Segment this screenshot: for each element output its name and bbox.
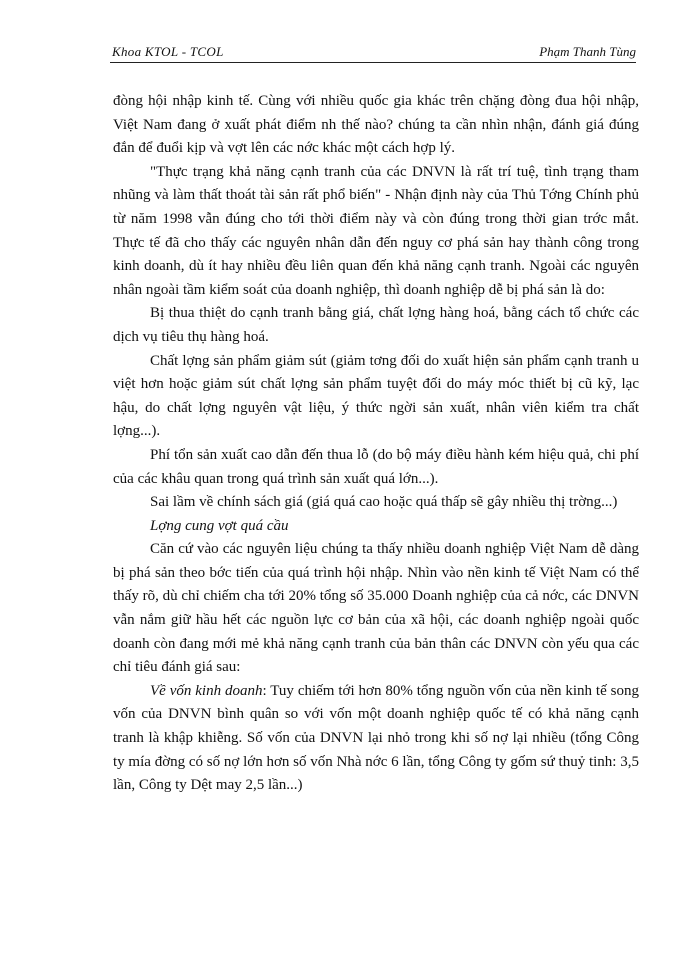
paragraph-capital xyxy=(113,680,639,798)
paragraph-1: đòng hội nhập kinh tế. Cùng với nhiều quốc gia khác trên chặng đòng đua hội nhập, Việt Nam đang ở xuất phát điểm nh thế nào? chúng ta cần nhìn nhận, đánh giá đúng đắn để đuổi kịp và vợt lên các nớc khác một cách hợp lý. xyxy=(113,93,639,157)
capital-label: Về vốn kinh doanh xyxy=(150,682,263,699)
header-faculty: Khoa KTOL - TCOL xyxy=(112,44,224,59)
paragraph-4: Chất lợng sản phẩm giảm sút (giảm tơng đối do xuất hiện sản phẩm cạnh tranh u việt hơn hoặc giảm sút chất lợng sản phẩm tuyệt đối do máy móc thiết bị cũ kỹ, lạc hậu, do chất lợng nguyên vật liệu, ý thức ngời sản xuất, nhân viên kiểm tra chất lợng...). xyxy=(113,352,639,440)
header-divider xyxy=(110,62,636,63)
paragraph-7: Căn cứ vào các nguyên liệu chúng ta thấy nhiều doanh nghiệp Việt Nam dễ dàng bị phá sản theo bớc tiến của quá trình hội nhập. Nhìn vào nền kinh tế Việt Nam có thể thấy rõ, dù chỉ chiếm cha tới 20% tổng số 35.000 Doanh nghiệp của cả nớc, các DNVN vẫn nắm giữ hầu hết các nguồn lực cơ bản của xã hội, các doanh nghiệp ngoài quốc doanh còn đang mới mẻ khả năng cạnh tranh của bản thân các DNVN còn yếu qua các chỉ tiêu đánh giá sau: xyxy=(113,541,639,676)
page-header xyxy=(110,44,636,62)
paragraph-6: Sai lầm về chính sách giá (giá quá cao hoặc quá thấp sẽ gây nhiều thị trờng...) xyxy=(150,494,618,511)
header-author: Phạm Thanh Tùng xyxy=(539,44,636,59)
paragraph-2: "Thực trạng khả năng cạnh tranh của các DNVN là rất trí tuệ, tình trạng tham nhũng và làm thất thoát tài sản rất phổ biến" - Nhận định này của Thủ Tớng Chính phủ từ năm 1998 vẫn đúng cho tới thời điểm này và còn đúng trong thời gian trớc mắt. Thực tế đã cho thấy các nguyên nhân dẫn đến nguy cơ phá sản hay thành công trong kinh doanh, dù ít hay nhiều đều liên quan đến khả năng cạnh tranh. Ngoài các nguyên nhân ngoài tầm kiểm soát của doanh nghiệp, thì doanh nghiệp dễ bị phá sản là do: xyxy=(113,163,639,298)
paragraph-3: Bị thua thiệt do cạnh tranh bằng giá, chất lợng hàng hoá, bằng cách tổ chức các dịch vụ tiêu thụ hàng hoá. xyxy=(113,305,639,345)
paragraph-5: Phí tổn sản xuất cao dẫn đến thua lỗ (do bộ máy điều hành kém hiệu quả, chi phí của các khâu quan trong quá trình sản xuất quá lớn...). xyxy=(113,446,639,487)
section-subheading: Lợng cung vợt quá cầu xyxy=(150,517,289,534)
capital-text: : Tuy chiếm tới hơn 80% tổng nguồn vốn của nền kinh tế song vốn của DNVN bình quân so với vốn một doanh nghiệp quốc tế có khả năng cạnh tranh là khập khiễng. Số vốn của DNVN lại nhỏ trong khi số nợ lại nhiều (tổng Công ty mía đờng có số nợ lớn hơn số vốn Nhà nớc 6 lần, tổng Công ty gốm sứ thuỷ tinh: 3,5 lần, Công ty Dệt may 2,5 lần...) xyxy=(113,682,639,794)
document-body xyxy=(113,90,639,798)
